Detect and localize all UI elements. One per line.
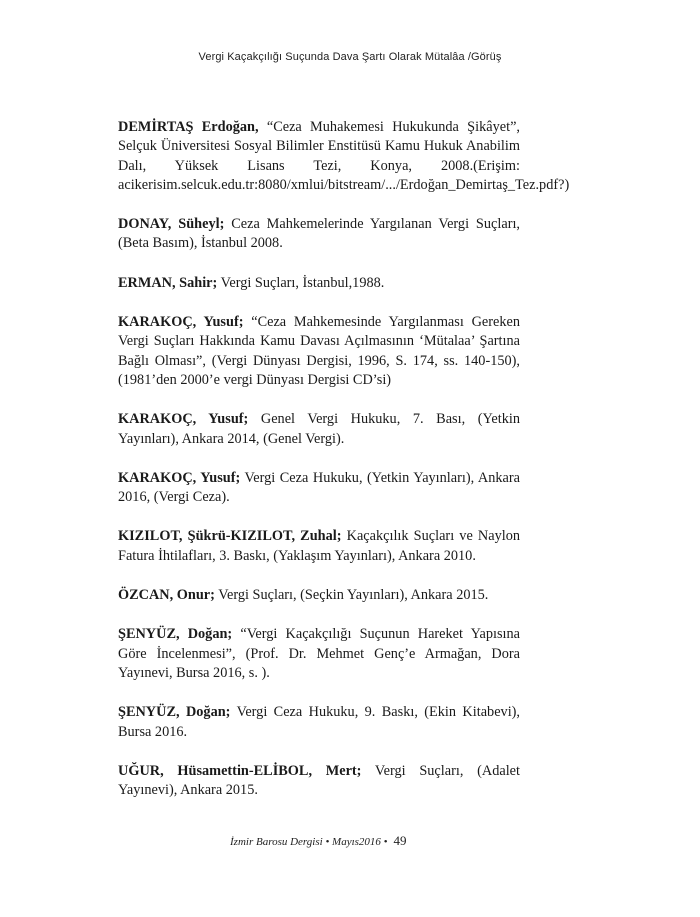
reference-entry: [118, 313, 520, 390]
reference-entry: [118, 469, 520, 508]
reference-author: KARAKOÇ, Yusuf;: [118, 469, 241, 486]
reference-text: “Ceza Mahkemesinde Yargılanması Gereken Vergi Suçları Hakkında Kamu Davası Açılmasının ‘Mütalaa’ Şartına Bağlı Olması”, (Vergi Dünyası Dergisi, 1996, S. 174, ss. 140-150), (1981’den 2000’e vergi Dünyası Dergisi CD’si): [118, 314, 520, 388]
reference-author: ŞENYÜZ, Doğan;: [118, 704, 231, 721]
running-header: Vergi Kaçakçılığı Suçunda Dava Şartı Olarak Mütalâa /Görüş: [198, 51, 502, 63]
reference-entry: [118, 625, 520, 683]
reference-text: Vergi Ceza Hukuku, 9. Baskı, (Ekin Kitabevi), Bursa 2016.: [118, 704, 521, 740]
reference-text: Kaçakçılık Suçları ve Naylon Fatura İhtilafları, 3. Baskı, (Yaklaşım Yayınları), Ankara 2010.: [118, 528, 521, 564]
reference-author: ÖZCAN, Onur;: [118, 587, 215, 604]
footer-journal: İzmir Barosu Dergisi • Mayıs2016 •: [230, 836, 388, 848]
reference-entry: [118, 118, 570, 195]
page-footer: [230, 833, 407, 849]
reference-entry: [118, 586, 520, 605]
reference-list: [118, 118, 570, 820]
reference-author: KARAKOÇ, Yusuf;: [118, 314, 244, 331]
reference-entry: [118, 527, 520, 566]
reference-author: UĞUR, Hüsamettin-ELİBOL, Mert;: [118, 762, 362, 779]
reference-text: Vergi Suçları, (Seçkin Yayınları), Ankara 2015.: [214, 587, 489, 604]
reference-author: DONAY, Süheyl;: [118, 216, 225, 233]
page-number: 49: [393, 833, 407, 848]
reference-text: “Vergi Kaçakçılığı Suçunun Hareket Yapısına Göre İncelenmesi”, (Prof. Dr. Mehmet Genç’e Armağan, Dora Yayınevi, Bursa 2016, s. ).: [118, 626, 520, 681]
reference-text: Vergi Suçları, İstanbul,1988.: [217, 274, 385, 291]
reference-entry: [118, 410, 520, 449]
reference-author: ERMAN, Sahir;: [118, 274, 218, 291]
reference-entry: [118, 762, 520, 801]
reference-author: KARAKOÇ, Yusuf;: [118, 411, 249, 428]
reference-text: Vergi Ceza Hukuku, (Yetkin Yayınları), Ankara 2016, (Vergi Ceza).: [118, 469, 521, 506]
reference-entry: [118, 274, 520, 293]
reference-text: Ceza Mahkemelerinde Yargılanan Vergi Suçları, (Beta Basım), İstanbul 2008.: [118, 216, 520, 252]
reference-text: Vergi Suçları, (Adalet Yayınevi), Ankara 2015.: [118, 762, 520, 799]
reference-entry: [118, 215, 520, 254]
reference-author: DEMİRTAŞ Erdoğan,: [118, 119, 259, 135]
reference-entry: [118, 703, 520, 742]
reference-text: Genel Vergi Hukuku, 7. Bası, (Yetkin Yayınları), Ankara 2014, (Genel Vergi).: [118, 411, 520, 447]
reference-text: “Ceza Muhakemesi Hukukunda Şikâyet”, Selçuk Üniversitesi Sosyal Bilimler Enstitüsü Kamu Hukuk Anabilim Dalı, Yüksek Lisans Tezi, Konya, 2008.(Erişim: acikerisim.selcuk.edu.tr:8080/xmlui/bitstream/.../Erdoğan_Demirtaş_Tez.pdf?): [118, 119, 570, 193]
reference-author: KIZILOT, Şükrü-KIZILOT, Zuhal;: [118, 528, 342, 545]
reference-author: ŞENYÜZ, Doğan;: [118, 626, 233, 643]
